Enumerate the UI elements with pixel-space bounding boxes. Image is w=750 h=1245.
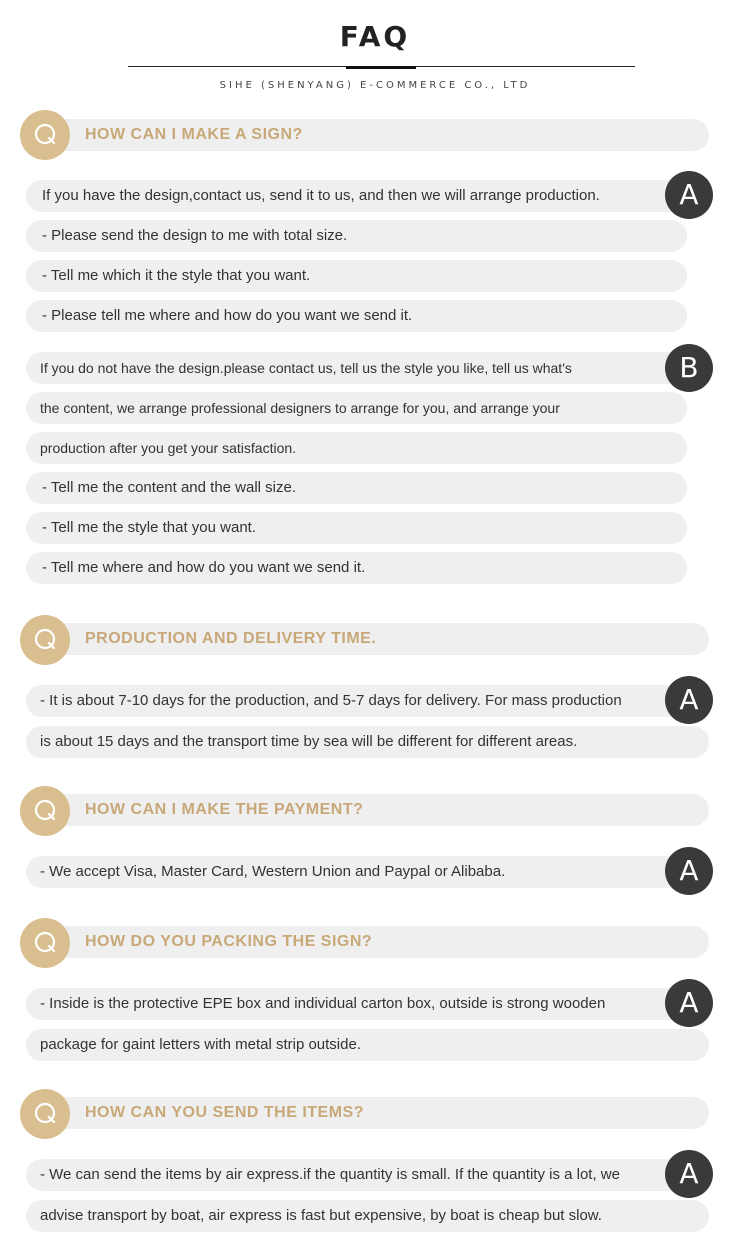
answer-badge: A (665, 847, 713, 895)
answer-text: is about 15 days and the transport time by sea will be different for different areas. (40, 733, 578, 750)
question-text: HOW CAN I MAKE A SIGN? (85, 126, 303, 143)
answer-badge: B (665, 344, 713, 392)
answer-text: production after you get your satisfaction. (40, 440, 297, 456)
answer-text: - We accept Visa, Master Card, Western Union and Paypal or Alibaba. (40, 863, 506, 880)
q-icon (20, 786, 70, 836)
page-title: FAQ (339, 20, 411, 53)
answer-text: the content, we arrange professional designers to arrange for you, and arrange your (40, 400, 560, 416)
answer-text: advise transport by boat, air express is fast but expensive, by boat is cheap but slow. (40, 1207, 602, 1224)
answer-text: - Tell me the style that you want. (42, 519, 256, 536)
q-icon (20, 918, 70, 968)
answer-badge: A (665, 979, 713, 1027)
question-text: HOW CAN YOU SEND THE ITEMS? (85, 1104, 364, 1121)
answer-text: - Please tell me where and how do you want we send it. (42, 307, 413, 324)
answer-badge: A (665, 1150, 713, 1198)
q-icon (20, 615, 70, 665)
question-text: HOW DO YOU PACKING THE SIGN? (85, 933, 373, 950)
answer-text: - Tell me the content and the wall size. (42, 479, 297, 496)
question-text: PRODUCTION AND DELIVERY TIME. (85, 630, 377, 647)
q-icon (20, 110, 70, 160)
answer-text: - We can send the items by air express.if the quantity is small. If the quantity is a lot, we (40, 1166, 620, 1183)
answer-badge: A (665, 676, 713, 724)
answer-text: - Inside is the protective EPE box and individual carton box, outside is strong wooden (40, 995, 606, 1012)
question-text: HOW CAN I MAKE THE PAYMENT? (85, 801, 364, 818)
answer-text: If you have the design,contact us, send it to us, and then we will arrange production. (42, 187, 600, 204)
answer-badge: A (665, 171, 713, 219)
answer-text: - Tell me which it the style that you want. (42, 267, 311, 284)
company-subtitle: SIHE (SHENYANG) E-COMMERCE CO., LTD (219, 80, 531, 91)
answer-text: If you do not have the design.please contact us, tell us the style you like, tell us what's (40, 360, 572, 376)
title-underline (346, 66, 416, 69)
answer-text: - It is about 7-10 days for the production, and 5-7 days for delivery. For mass production (40, 692, 622, 709)
q-icon (20, 1089, 70, 1139)
answer-text: - Please send the design to me with total size. (42, 227, 348, 244)
answer-text: - Tell me where and how do you want we send it. (42, 559, 366, 576)
answer-text: package for gaint letters with metal strip outside. (40, 1036, 361, 1053)
